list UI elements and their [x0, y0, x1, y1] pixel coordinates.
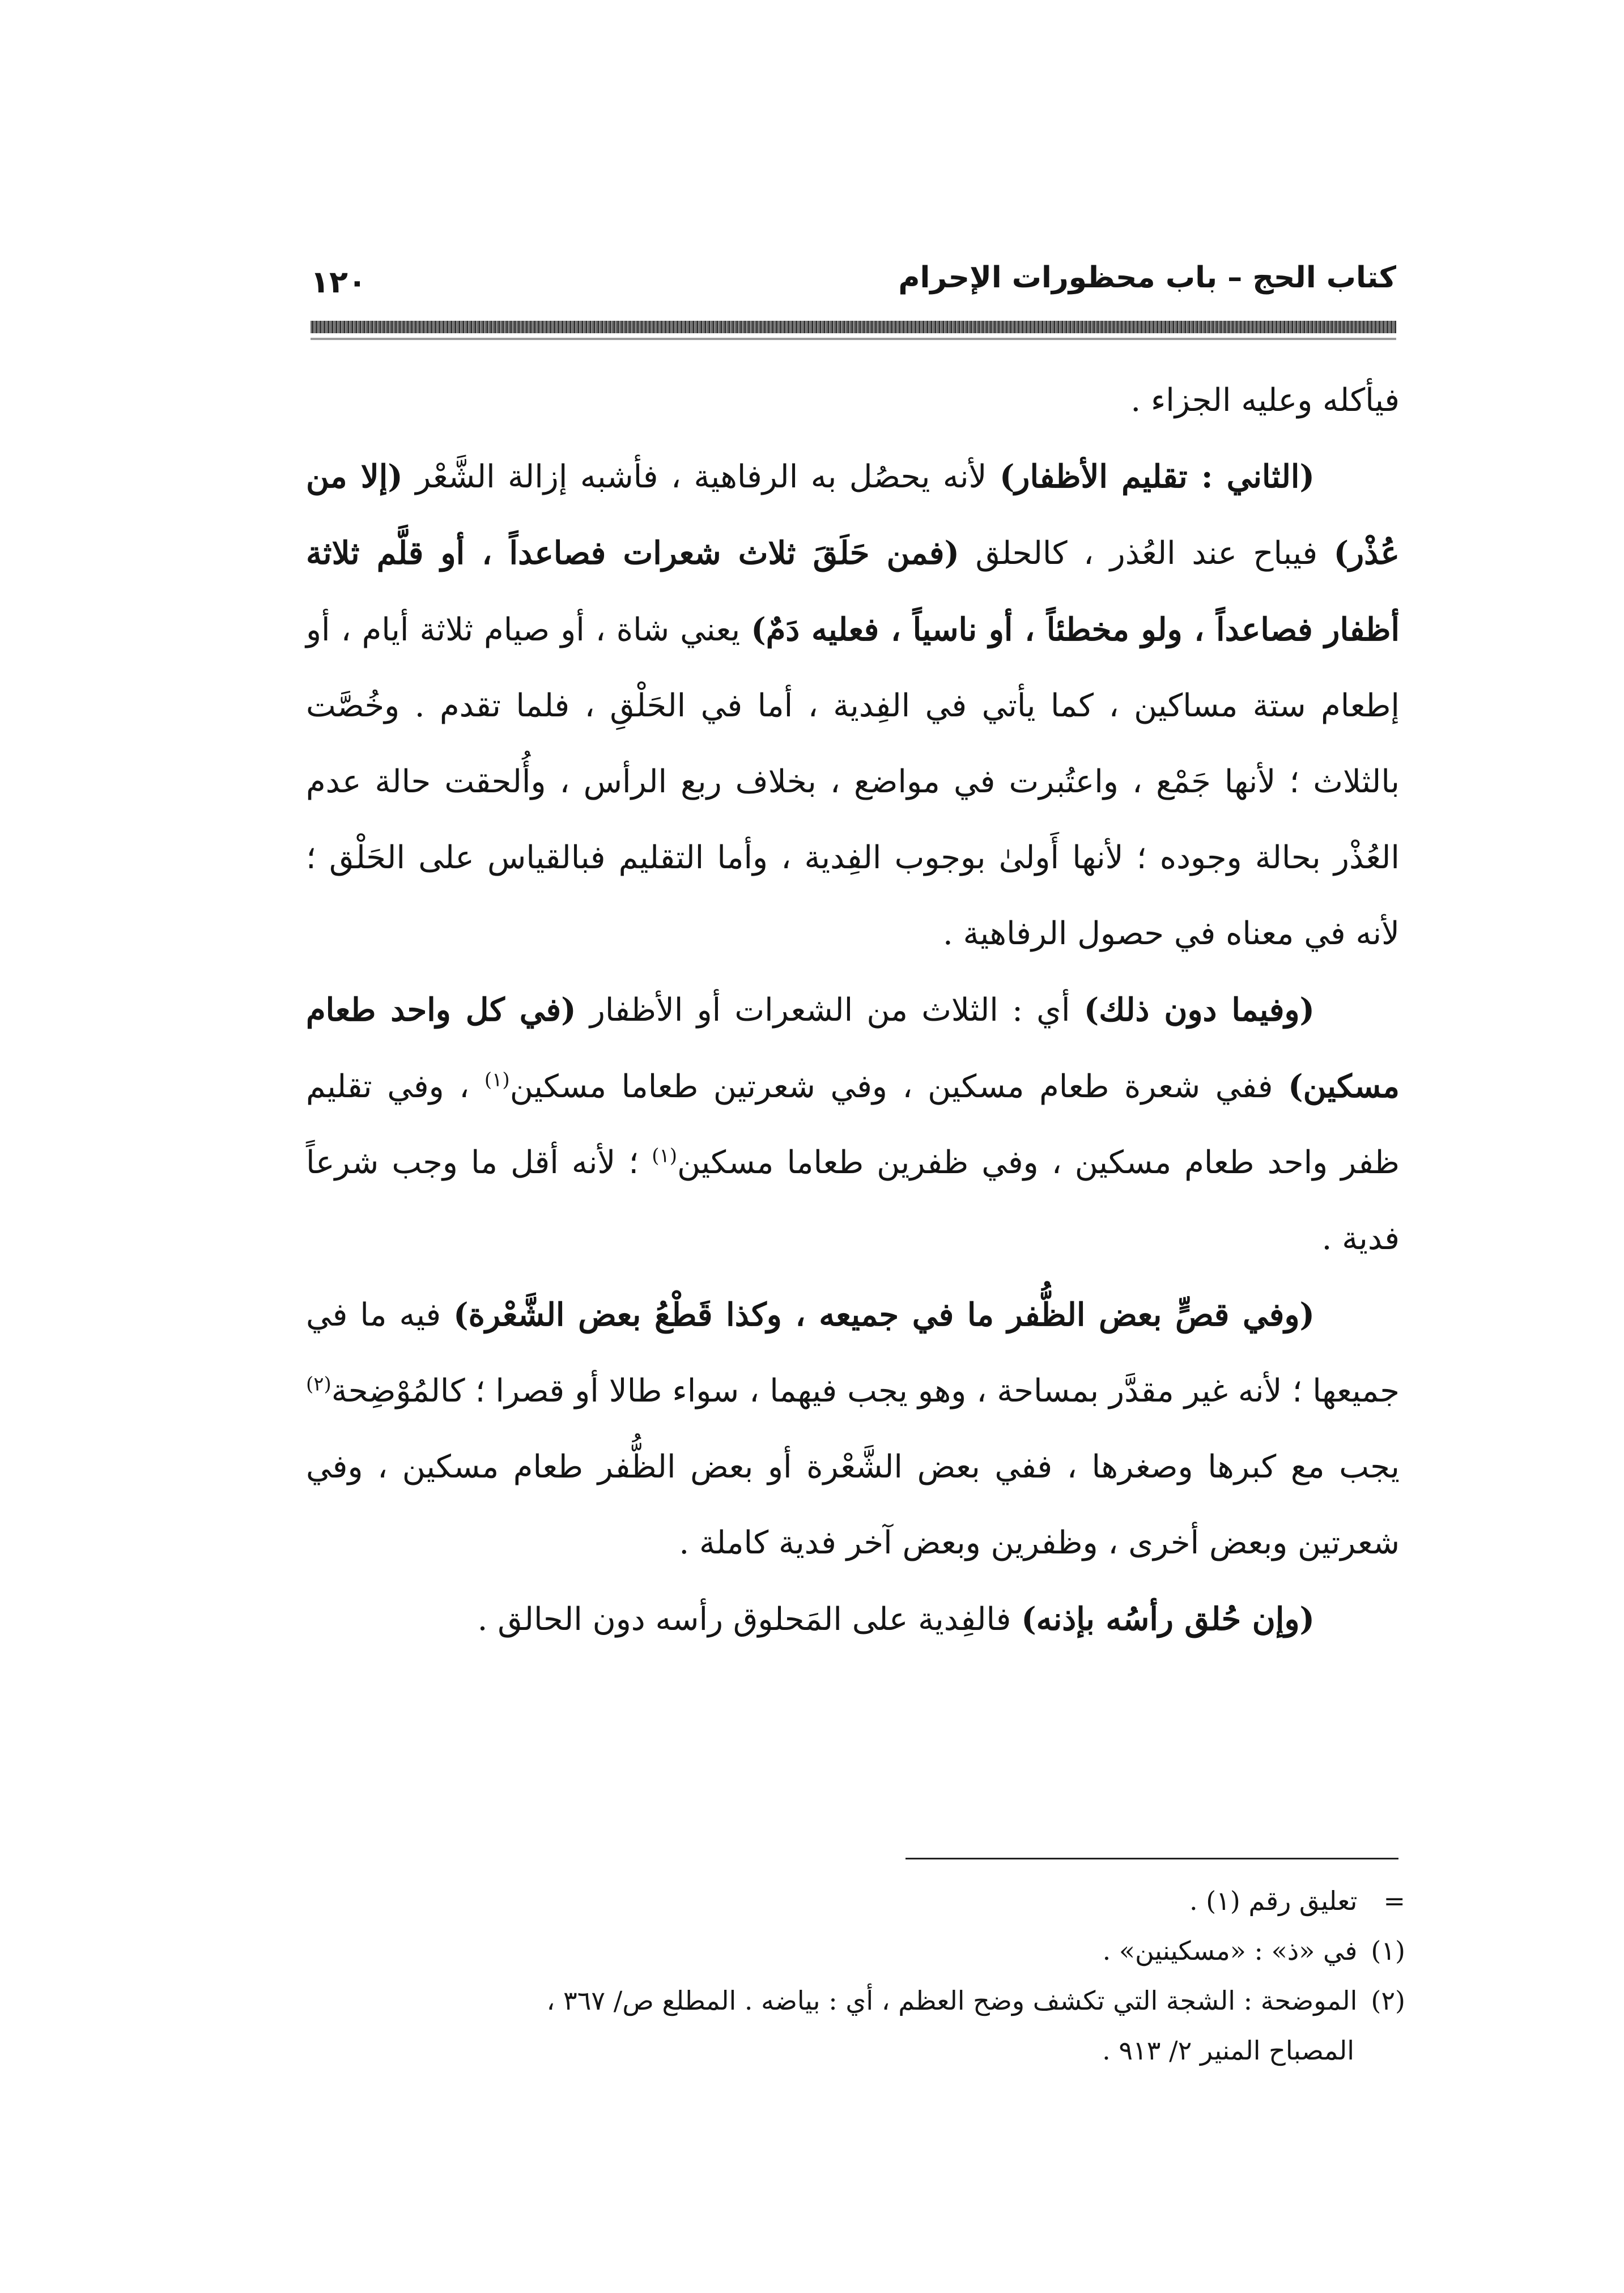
paragraph-5	[306, 1581, 1400, 1658]
footnote-ref: (١)	[484, 1068, 510, 1092]
text-run: ، وفي تقليم ظفر واحد طعام مسكين ، وفي ظفرين طعاما مسكين	[306, 1068, 1400, 1181]
matn-phrase: (وفي قصٍّ بعض الظُّفر ما في جميعه ، وكذا قَطْعُ بعض الشَّعْرة)	[453, 1296, 1315, 1334]
text-run: فيباح عند العُذر ، كالحلق	[959, 535, 1334, 572]
page-number: ١٢٠	[311, 264, 367, 300]
text-run: فالفِدية على المَحلوق رأسه دون الحالق .	[477, 1601, 1022, 1638]
text-run: لأنه يحصُل به الرفاهية ، فأشبه إزالة الشَّعْر	[402, 458, 1000, 495]
footnotes	[306, 1876, 1405, 2075]
footnote-mark: (٢)	[1371, 1985, 1405, 2016]
text-run: أي : الثلاث من الشعرات أو الأظفار	[576, 992, 1084, 1029]
text-run: ؛ لأنه أقل ما وجب شرعاً فدية .	[306, 1144, 1400, 1257]
text-run: فيه ما في جميعها ؛ لأنه غير مقدَّر بمساحة ، وهو يجب فيهما ، سواء طالا أو قصرا ؛ كالمُوْضِحة	[306, 1297, 1400, 1409]
header-rule-thin	[311, 338, 1396, 340]
footnote-text: في «ذ» : «مسكينين» .	[1102, 1935, 1358, 1966]
footnote-mark: (١)	[1371, 1935, 1405, 1966]
main-text	[306, 363, 1400, 1658]
footnote-ref: (١)	[652, 1144, 678, 1167]
matn-phrase: (وفيما دون ذلك)	[1083, 991, 1315, 1029]
text-run: يعني شاة ، أو صيام ثلاثة أيام ، أو إطعام ستة مساكين ، كما يأتي في الفِدية ، أما في الحَلْقِ ، فلما تقدم . وخُصَّت بالثلاث ؛ لأنها جَمْع ، واعتُبرت في مواضع ، بخلاف ربع الرأس ، وأُلحقت حالة عدم العُذْر بحالة وجوده ؛ لأنها أَولىٰ بوجوب الفِدية ، وأما التقليم فبالقياس على الحَلْق ؛ لأنه في معناه في حصول الرفاهية .	[306, 612, 1400, 952]
footnote-text: الموضحة : الشجة التي تكشف وضح العظم ، أي : بياضه . المطلع ص/ ٣٦٧ ،	[546, 1985, 1358, 2016]
matn-phrase: (الثاني : تقليم الأظفار)	[999, 458, 1315, 495]
paragraph-3	[306, 972, 1400, 1277]
paragraph-2	[306, 439, 1400, 972]
footnote-ref: (٢)	[306, 1373, 331, 1396]
paragraph-1	[306, 363, 1400, 439]
footnote-continuation	[306, 1876, 1405, 1926]
footnote-text: المصباح المنير ٢/ ٩١٣ .	[1102, 2035, 1354, 2066]
footnote-1	[306, 1926, 1405, 1976]
footnote-mark: =	[1383, 1886, 1405, 1916]
footnote-2	[306, 1976, 1405, 2026]
running-header	[311, 258, 1396, 320]
text-run: يجب مع كبرها وصغرها ، ففي بعض الشَّعْرة أو بعض الظُّفر طعام مسكين ، وفي شعرتين وبعض أخرى ، وظفرين وبعض آخر فدية كاملة .	[306, 1449, 1400, 1561]
chapter-title: كتاب الحج – باب محظورات الإحرام	[898, 261, 1396, 295]
matn-phrase: (وإن حُلق رأسُه بإذنه)	[1021, 1600, 1315, 1638]
matn-phrase: (إلا من عُذْر)	[306, 458, 1400, 572]
paragraph-4	[306, 1277, 1400, 1581]
header-rule	[311, 321, 1396, 333]
footnote-separator	[905, 1858, 1398, 1859]
footnote-2-continuation	[306, 2026, 1405, 2075]
footnote-text: تعليق رقم (١) .	[1189, 1886, 1358, 1916]
matn-phrase: (في كل واحد طعام مسكين)	[306, 991, 1400, 1105]
text-run: ففي شعرة طعام مسكين ، وفي شعرتين طعاما مسكين	[509, 1068, 1289, 1105]
text-run: فيأكله وعليه الجزاء .	[1130, 382, 1400, 419]
matn-phrase: (فمن حَلَقَ ثلاث شعرات فصاعداً ، أو قلَّم ثلاثة أظفار فصاعداً ، ولو مخطئاً ، أو ناسياً ، فعليه دَمٌ)	[306, 534, 1400, 648]
